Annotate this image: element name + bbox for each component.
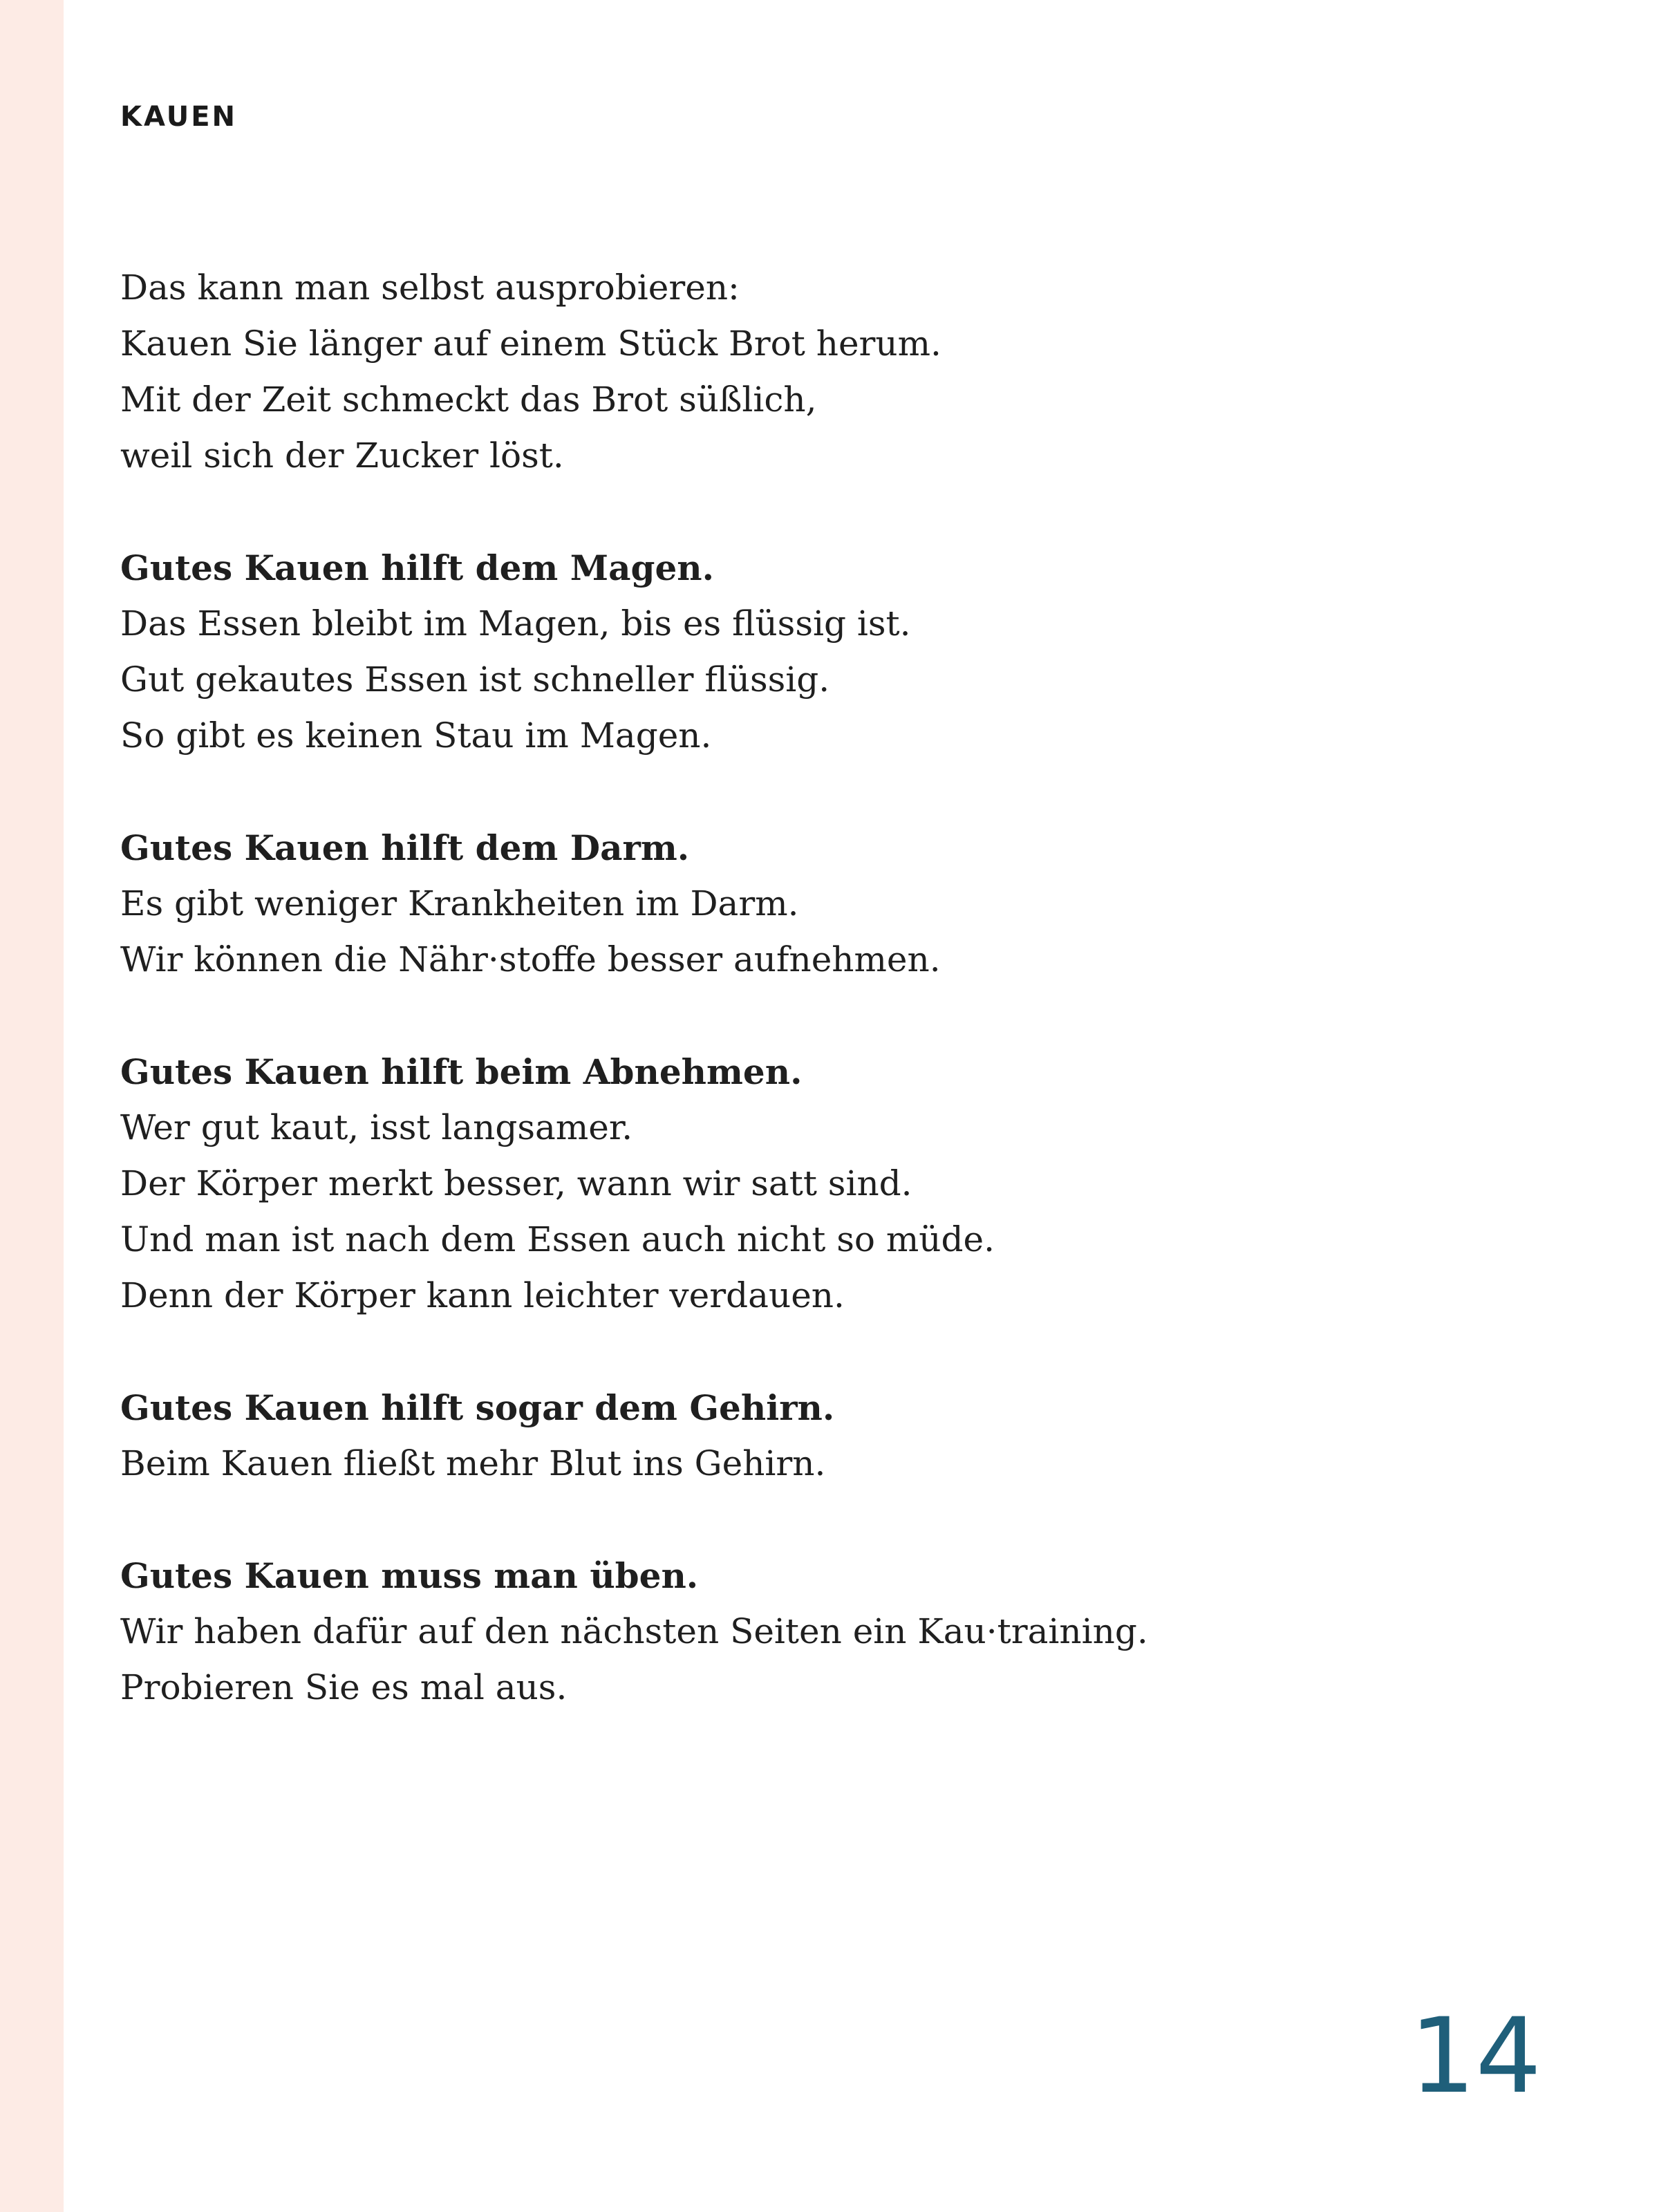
text-line: Es gibt weniger Krankheiten im Darm. xyxy=(120,883,799,924)
text-line: Der Körper merkt besser, wann wir satt sind. xyxy=(120,1163,912,1203)
text-line: Gut gekautes Essen ist schneller flüssig. xyxy=(120,659,830,700)
paragraph-heading: Gutes Kauen hilft dem Magen. xyxy=(120,547,715,588)
text-line: Wir haben dafür auf den nächsten Seiten ein Kau·training. xyxy=(120,1611,1148,1651)
text-line: Kauen Sie länger auf einem Stück Brot herum. xyxy=(120,324,941,364)
paragraph xyxy=(120,1044,1503,1324)
paragraph-heading: Gutes Kauen hilft dem Darm. xyxy=(120,827,690,868)
paragraph-heading: Gutes Kauen hilft sogar dem Gehirn. xyxy=(120,1387,835,1428)
text-line: Wir können die Nähr·stoffe besser aufnehmen. xyxy=(120,939,941,980)
text-line: Das Essen bleibt im Magen, bis es flüssig ist. xyxy=(120,603,911,644)
text-line: weil sich der Zucker löst. xyxy=(120,435,564,476)
text-line: Wer gut kaut, isst langsamer. xyxy=(120,1107,633,1147)
paragraph xyxy=(120,1380,1503,1492)
paragraph xyxy=(120,1548,1503,1716)
text-line: So gibt es keinen Stau im Magen. xyxy=(120,715,712,756)
text-line: Probieren Sie es mal aus. xyxy=(120,1667,568,1707)
text-line: Denn der Körper kann leichter verdauen. xyxy=(120,1275,845,1315)
body-text xyxy=(120,260,1503,1772)
paragraph xyxy=(120,260,1503,484)
text-line: Und man ist nach dem Essen auch nicht so müde. xyxy=(120,1219,995,1259)
text-line: Mit der Zeit schmeckt das Brot süßlich, xyxy=(120,379,817,420)
page-number: 14 xyxy=(1409,1996,1541,2117)
paragraph-heading: Gutes Kauen hilft beim Abnehmen. xyxy=(120,1051,803,1092)
running-head: KAUEN xyxy=(120,101,238,133)
side-color-strip xyxy=(0,0,64,2212)
text-line: Beim Kauen fließt mehr Blut ins Gehirn. xyxy=(120,1443,826,1483)
paragraph-heading: Gutes Kauen muss man üben. xyxy=(120,1555,699,1596)
paragraph xyxy=(120,540,1503,764)
paragraph xyxy=(120,820,1503,988)
text-line: Das kann man selbst ausprobieren: xyxy=(120,268,740,308)
